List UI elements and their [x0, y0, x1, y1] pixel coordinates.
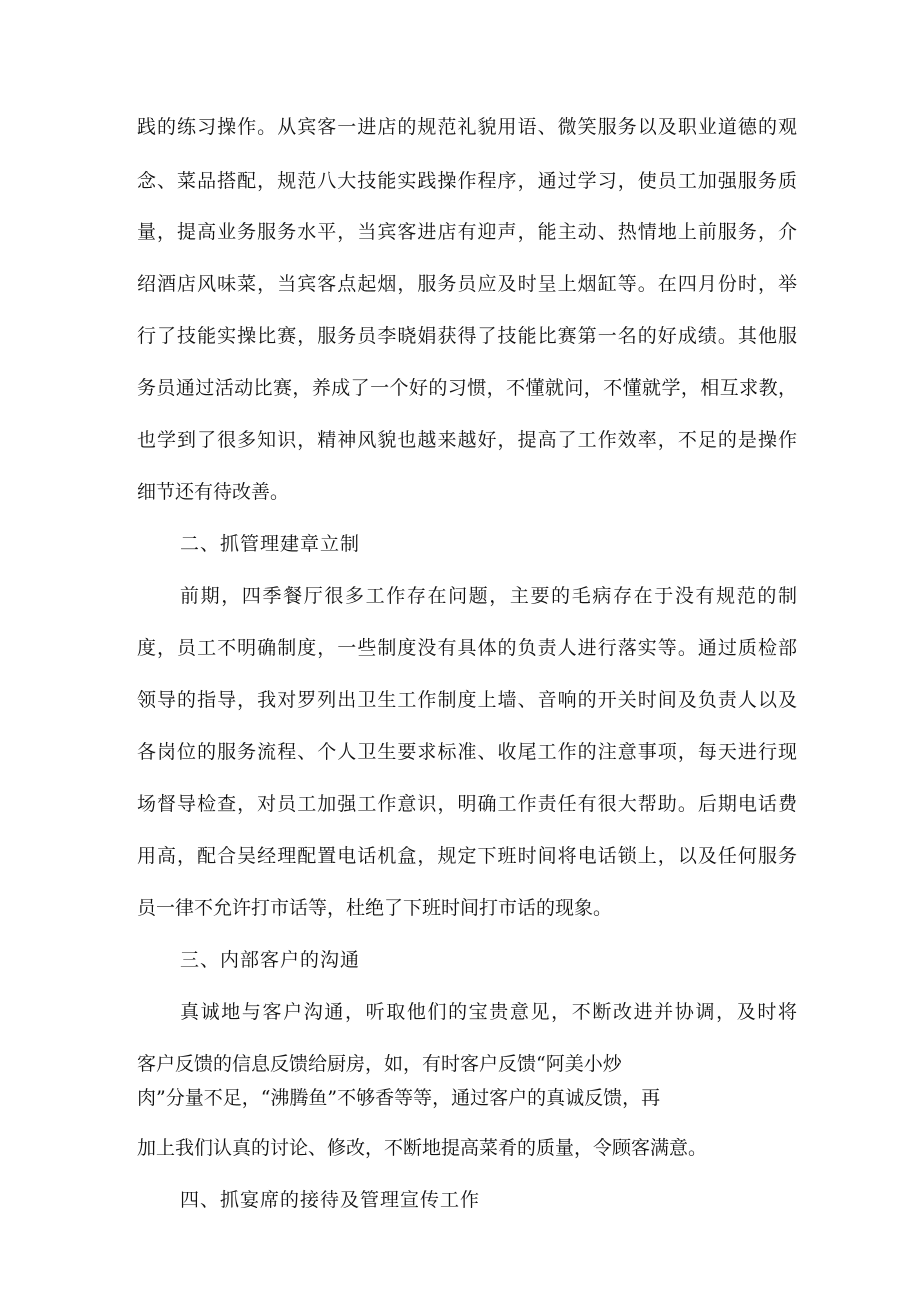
paragraph-1-line-5: 行了技能实操比赛，服务员李晓娟获得了技能比赛第一名的好成绩。其他服 — [137, 325, 797, 347]
paragraph-2-line-5: 场督导检查，对员工加强工作意识，明确工作责任有很大帮助。后期电话费 — [137, 793, 797, 815]
paragraph-1-line-8: 细节还有待改善。 — [137, 481, 290, 503]
section-heading-3: 三、内部客户的沟通 — [180, 949, 361, 971]
paragraph-3-line-3: 肉”分量不足，“沸腾鱼”不够香等等，通过客户的真诚反馈，再 — [137, 1087, 661, 1109]
paragraph-3-line-2: 客户反馈的信息反馈给厨房，如，有时客户反馈“阿美小炒 — [137, 1053, 622, 1075]
paragraph-1-line-2: 念、菜品搭配，规范八大技能实践操作程序，通过学习，使员工加强服务质 — [137, 170, 797, 192]
paragraph-1-line-6: 务员通过活动比赛，养成了一个好的习惯，不懂就问，不懂就学，相互求教， — [137, 377, 797, 399]
paragraph-2-line-4: 各岗位的服务流程、个人卫生要求标准、收尾工作的注意事项，每天进行现 — [137, 741, 797, 763]
paragraph-1-line-7: 也学到了很多知识，精神风貌也越来越好，提高了工作效率，不足的是操作 — [137, 429, 797, 451]
paragraph-2-line-6: 用高，配合吴经理配置电话机盒，规定下班时间将电话锁上，以及任何服务 — [137, 845, 797, 867]
paragraph-2-line-3: 领导的指导，我对罗列出卫生工作制度上墙、音响的开关时间及负责人以及 — [137, 689, 797, 711]
paragraph-2-line-1: 前期，四季餐厅很多工作存在问题，主要的毛病存在于没有规范的制 — [180, 585, 797, 607]
paragraph-2-line-2: 度，员工不明确制度，一些制度没有具体的负责人进行落实等。通过质检部 — [137, 637, 797, 659]
paragraph-3-line-1: 真诚地与客户沟通，听取他们的宝贵意见，不断改进并协调，及时将 — [180, 1001, 797, 1023]
section-heading-2: 二、抓管理建章立制 — [180, 533, 361, 555]
paragraph-2-line-7: 员一律不允许打市话等，杜绝了下班时间打市话的现象。 — [137, 897, 613, 919]
paragraph-1-line-3: 量，提高业务服务水平，当宾客进店有迎声，能主动、热情地上前服务，介 — [137, 221, 797, 243]
section-heading-4: 四、抓宴席的接待及管理宣传工作 — [180, 1189, 481, 1211]
paragraph-3-line-4: 加上我们认真的讨论、修改，不断地提高菜肴的质量，令顾客满意。 — [137, 1137, 708, 1159]
paragraph-1-line-1: 践的练习操作。从宾客一进店的规范礼貌用语、微笑服务以及职业道德的观 — [137, 116, 797, 138]
paragraph-1-line-4: 绍酒店风味菜，当宾客点起烟，服务员应及时呈上烟缸等。在四月份时，举 — [137, 273, 797, 295]
